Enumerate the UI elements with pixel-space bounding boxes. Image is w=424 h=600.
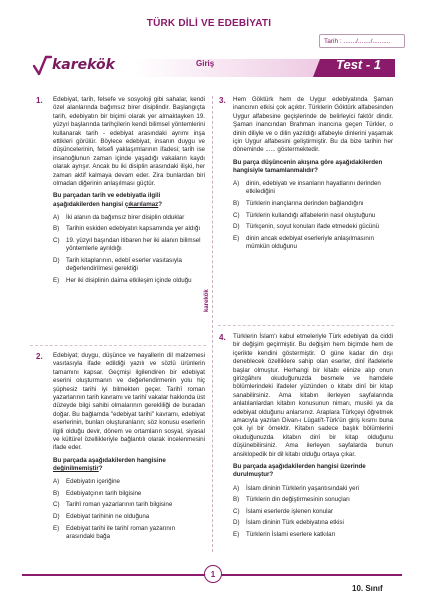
option-e[interactable]: E) Türklerin İslami eserlere katkıları bbox=[233, 530, 336, 538]
section-title: Giriş bbox=[196, 59, 215, 68]
question-paragraph: Hem Göktürk hem de Uygur edebiyatında Şaman inancının etkisi çok açıktır. Türklerin Göktürk alfabesinden Uygur alfabesine geçişlerinde de belirleyici faktör dindir. Şaman inancından Brahman inancına geçen Türkler, o dinin diliyle ve o dilin yazıldığı alfabeyle dinlerini yaşamak için Uygur alfabesini geliştirmiştir. Bu da bize tarihin her döneminde ...... göstermektedir. bbox=[233, 96, 393, 154]
question-paragraph: Edebiyat, tarih, felsefe ve sosyoloji gibi sahalar, kendi özel alanlarında bağımsız birer disiplindir. Başlangıçta tarih, edebiyatın bir biçimi olarak yer almaktayken 19. yüzyıl başlarında tarihçilerin kendi bilimsel yöntemlerini kullanarak tarih - edebiyat arasındaki ayrımı inşa ettikleri görülür. Böylece edebiyat, insanın duygu ve düşüncelerinin, felsefi yaklaşımlarının ifadesi; tarih ise insanoğlunun zaman içinde yaşadığı vakaların kaydı olarak ayrışır. Ancak bu iki disiplin arasındaki ilişki, her zaman aktif kalmaya devam eder. Zira bunlardan biri olmadan diğerinin anlaşılması güçtür. bbox=[53, 96, 205, 188]
options-list bbox=[53, 214, 205, 285]
logo-text: karekök bbox=[52, 57, 115, 73]
option-c[interactable]: C) Tarihî roman yazarlarının tarih bilgisine bbox=[53, 501, 173, 509]
question-separator bbox=[30, 345, 206, 346]
option-e[interactable]: E) dinin ancak edebiyat eserleriyle anlaşılmasının mümkün olduğunu bbox=[233, 234, 374, 251]
options-list bbox=[233, 485, 393, 540]
option-e[interactable]: E) Edebiyat tarihi ile tarihî roman yazarının arasındaki bağa bbox=[53, 524, 176, 540]
option-c[interactable]: C) Türklerin kullandığı alfabelerin nasıl oluştuğunu bbox=[233, 211, 376, 219]
option-b[interactable]: B) Türklerin din değiştirmesinin sonuçları bbox=[233, 496, 350, 504]
option-d[interactable]: D) Edebiyat tarihinin ne olduğuna bbox=[53, 513, 150, 521]
option-b[interactable]: B) Türklerin inançlarına derinden bağlandığını bbox=[233, 200, 364, 208]
question-stem: Bu parçada aşağıdakilerden hangisi üzerinde durulmuştur? bbox=[233, 463, 366, 479]
column-divider bbox=[212, 96, 213, 552]
option-d[interactable]: D) İslam dininin Türk edebiyatına etkisi bbox=[233, 519, 344, 527]
page-title: TÜRK DİLİ VE EDEBİYATI bbox=[146, 18, 272, 29]
question-number: 4. bbox=[219, 333, 226, 342]
question-separator bbox=[218, 325, 394, 326]
date-field[interactable]: Tarih : ......./......./.......... bbox=[319, 34, 405, 48]
question-stem: Bu parçadan tarih ve edebiyatla ilgili aşağıdakilerden hangisi çıkarılamaz? bbox=[53, 192, 163, 208]
option-a[interactable]: A) dinin, edebiyatı ve insanların hayatlarını derinden etkilediğini bbox=[233, 180, 381, 196]
page-number: 1 bbox=[204, 565, 222, 583]
question-number: 3. bbox=[219, 96, 226, 105]
option-a[interactable]: A) İki alanın da bağımsız birer disiplin olduklar bbox=[53, 213, 185, 221]
option-a[interactable]: A) Edebiyatın içeriğine bbox=[53, 478, 121, 486]
option-b[interactable]: B) Edebiyatçının tarih bilgisine bbox=[53, 489, 142, 497]
option-c[interactable]: C) 19. yüzyıl başından itibaren her iki alanın bilimsel yöntemlerle ayrıldığı bbox=[53, 237, 201, 253]
question-number: 1. bbox=[36, 96, 43, 105]
question-stem: Bu parça düşüncenin akışına göre aşağıdakilerden hangisiyle tamamlanmalıdır? bbox=[233, 158, 383, 175]
question-2 bbox=[53, 352, 205, 544]
question-stem: Bu parçada aşağıdakilerden hangisine değinilmemiştir? bbox=[53, 456, 166, 473]
test-label: Test - 1 bbox=[336, 57, 382, 72]
options-list bbox=[233, 180, 393, 251]
question-3 bbox=[233, 96, 393, 255]
question-paragraph: Edebiyat; duygu, düşünce ve hayallerin dil malzemesi vasıtasıyla ifade edildiği yazılı ve sözlü ürünlerin tamamını kapsar. Geçmişi ilgilendiren bir edebiyat eserini oluşturmanın ve değerlendirmenin yolu hiç şüphesiz tarihi iyi bilmekten geçer. Tarihî roman yazarlarının tarih kavramı ve tarihî vakalar hakkında üst düzeyde bilgi sahibi olmalarının gerekliliği de buradan doğar. Bu bağlamda "edebiyat tarihi" kavramı, edebiyat eserlerinin, bunları oluşturanların; söz konusu eserlerin ilgili olduğu devir, dönem ve ortamların sosyal, siyasal ve kültürel özellikleriyle bağlantılı olarak incelenmesini ifade eder. bbox=[53, 352, 206, 452]
question-1 bbox=[53, 96, 205, 288]
option-d[interactable]: D) Türkçenin, soyut konuları ifade etmedeki gücünü bbox=[233, 223, 380, 231]
side-brand-text: karekök bbox=[204, 289, 210, 312]
option-e[interactable]: E) Her iki disiplinin daima etkileşim içinde olduğu bbox=[53, 276, 192, 284]
option-c[interactable]: C) İslami eserlerde işlenen konular bbox=[233, 507, 334, 515]
option-a[interactable]: A) İslam dininin Türklerin yaşantısındaki yeri bbox=[233, 484, 360, 492]
options-list bbox=[53, 478, 205, 541]
grade-label: 10. Sınıf bbox=[352, 584, 383, 593]
question-4 bbox=[233, 333, 393, 542]
option-d[interactable]: D) Tarih kitaplarının, edebî eserler vasıtasıyla değerlendirilmesi gerektiği bbox=[53, 256, 182, 273]
question-number: 2. bbox=[36, 352, 43, 361]
question-paragraph: Türklerin İslam'ı kabul etmeleriyle Türk edebiyatı da ciddi bir değişim geçirmiştir. Bu değişim hem biçimde hem de içerikte kendini göstermiştir. O güne kadar din dışı deneblecek özelliklere sahip olan eserler, dinî ifadelerle başlar olmuştur. Herhangi bir kitabı elinize alıp onun girizgâhını okuduğunuzda besmele ve hamdele bölümlerindeki ifadeler yüzünden o kitabı dinî bir kitap sanabilirsiniz. Ama kitabın ilerleyen sayfalarında anlatılanlardan kitabın konusunun nimarı, musiki ya da edebiyat olduğunu anlarsınız. Araplara Türkçeyi öğretmek amacıyla yazılan Divan-ı Lügati't-Türk'ün giriş kısmı buna çok iyi bir örnektir. Kitabın sadece başlık bölümlerini okuduğunuzda kitabın dinî bir kitap olduğunu düşünebilirsiniz. Ama ilerleyen sayfalarda bunun ansiklopedik bir dil kitabı olduğu ortaya çıkar. bbox=[233, 333, 393, 458]
option-b[interactable]: B) Tarihin eskiden edebiyatın kapsamında yer aldığı bbox=[53, 225, 201, 233]
